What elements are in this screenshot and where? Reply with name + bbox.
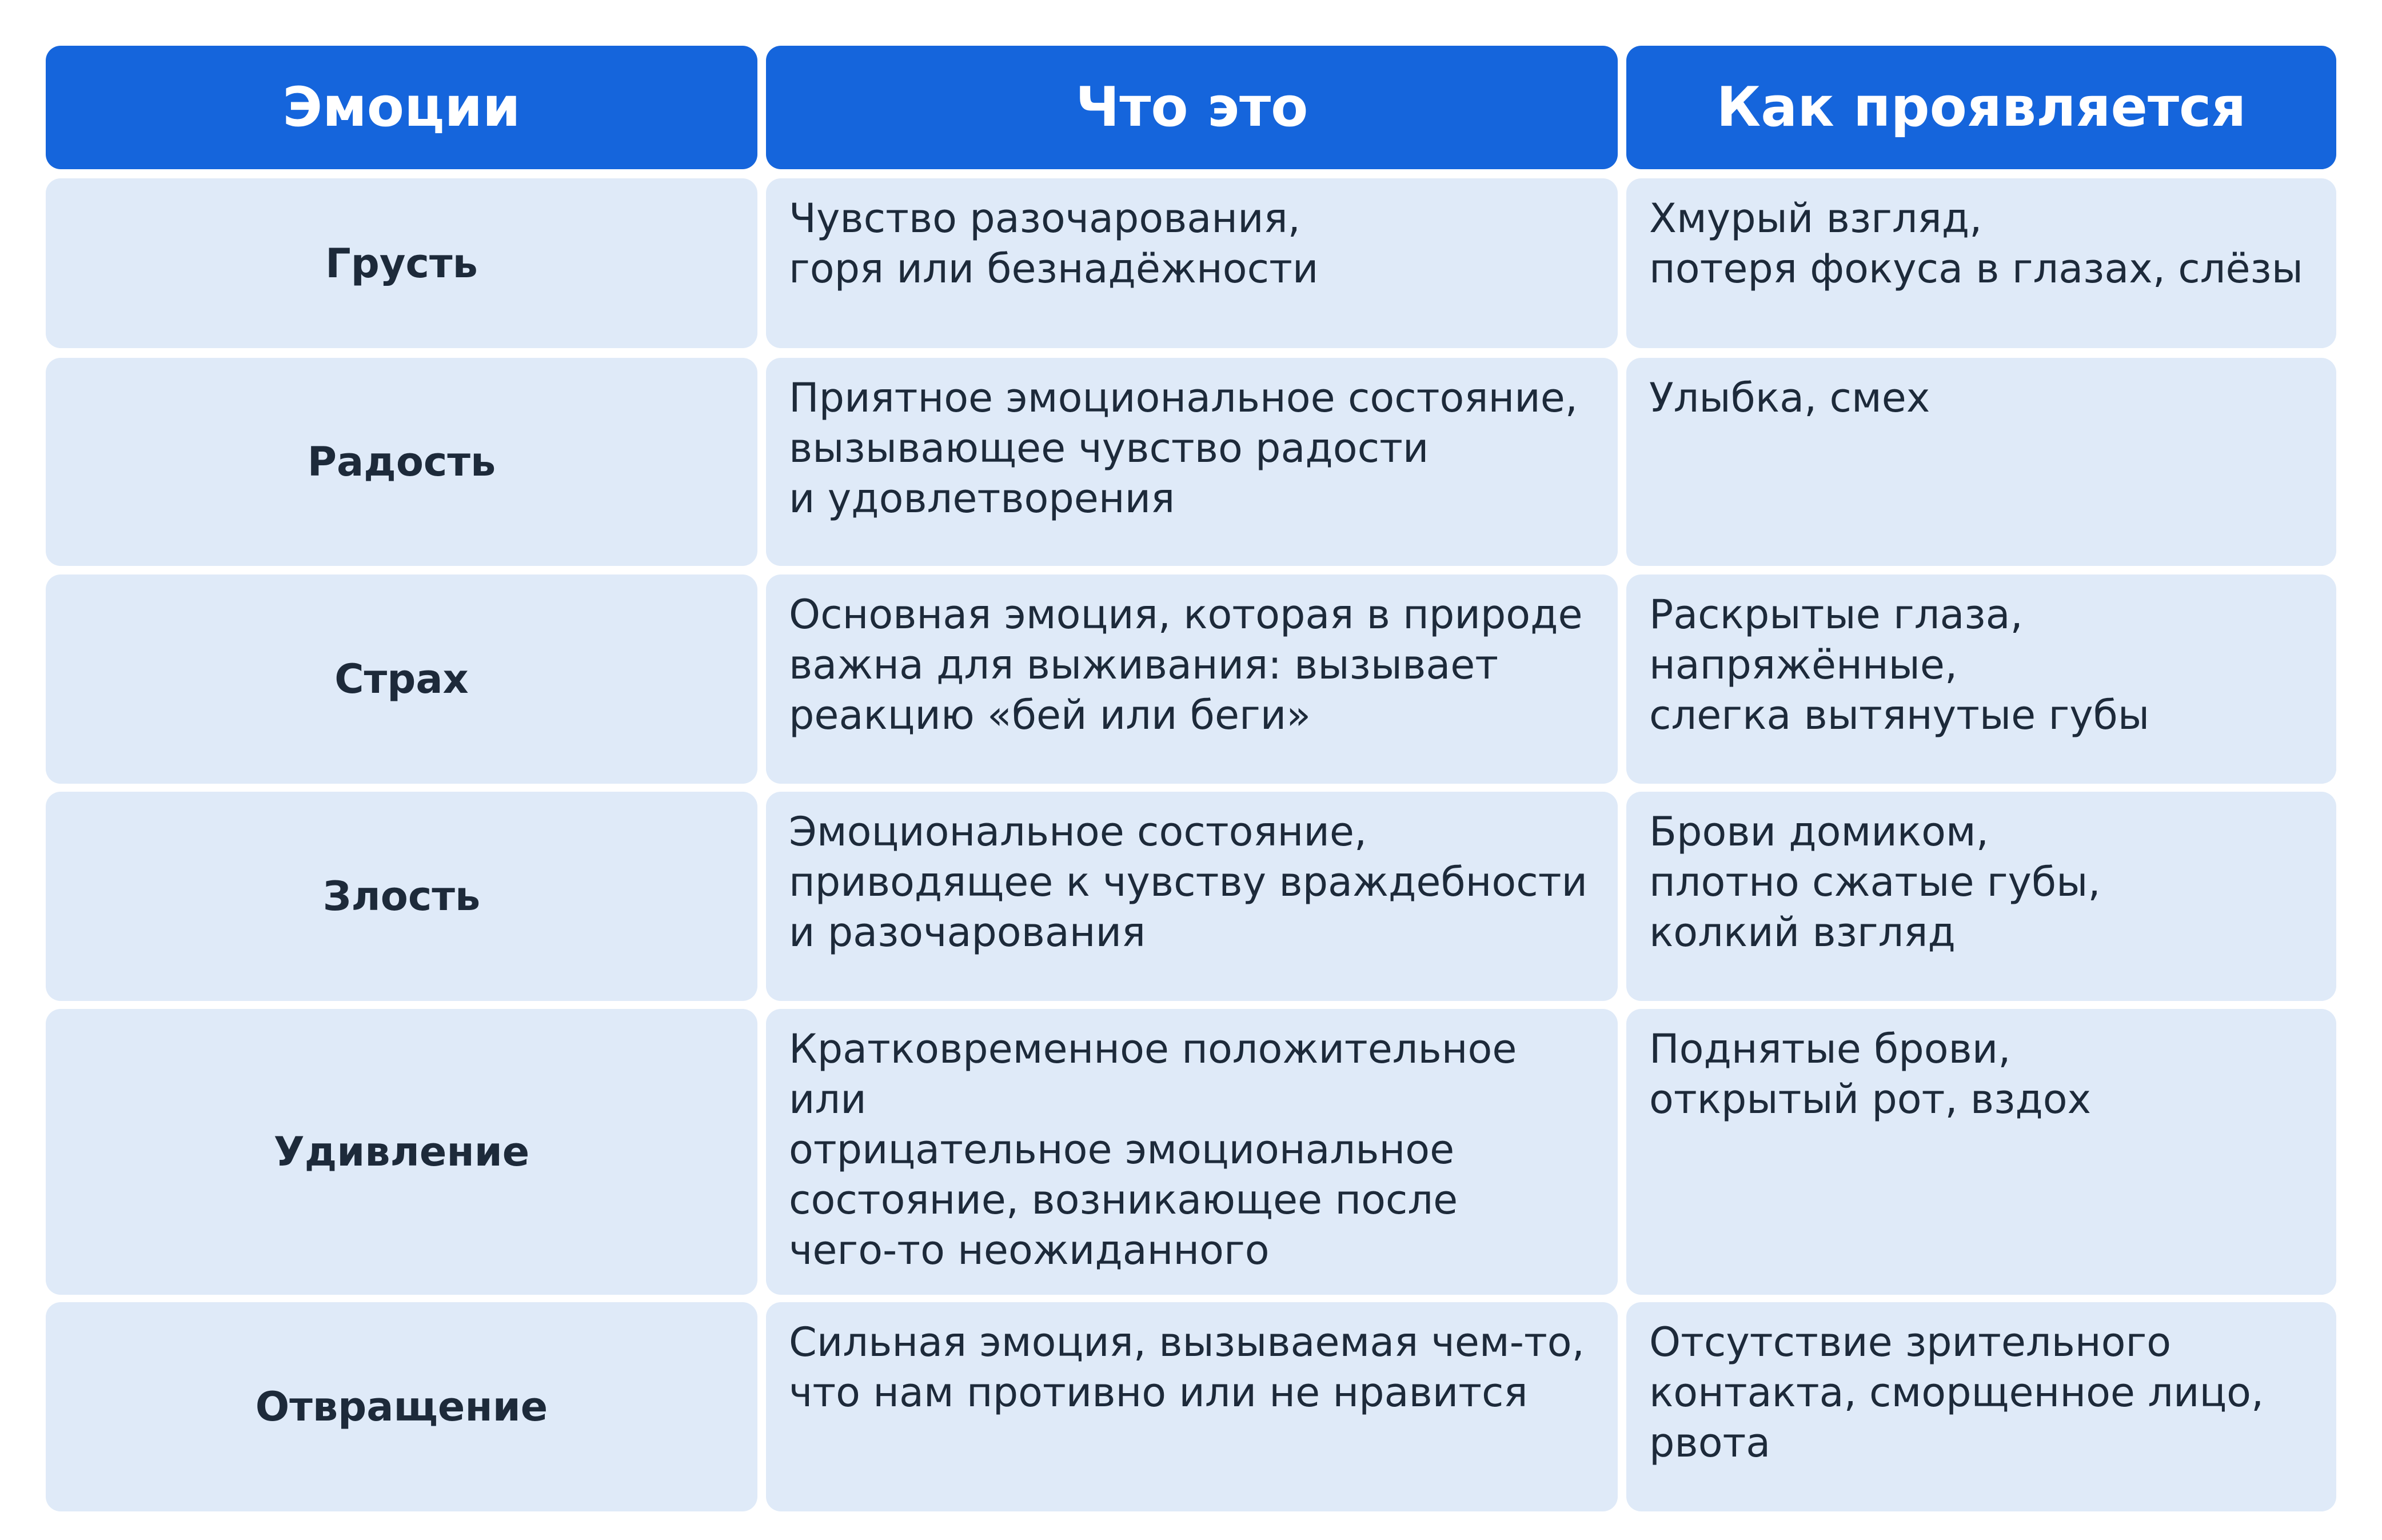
table-row — [46, 178, 2336, 348]
emotion-description: Чувство разочарования, горя или безнадёжности — [766, 178, 1618, 348]
emotions-table — [46, 46, 2336, 1466]
header-emotions: Эмоции — [46, 46, 757, 169]
emotion-name: Грусть — [46, 178, 757, 348]
emotion-manifestation: Хмурый взгляд, потеря фокуса в глазах, слёзы — [1626, 178, 2336, 348]
emotion-name: Радость — [46, 358, 757, 566]
table-row — [46, 1302, 2336, 1511]
emotion-manifestation: Раскрытые глаза, напряжённые, слегка вытянутые губы — [1626, 574, 2336, 784]
emotion-manifestation: Улыбка, смех — [1626, 358, 2336, 566]
emotion-manifestation: Поднятые брови, открытый рот, вздох — [1626, 1009, 2336, 1295]
emotion-description: Кратковременное положительное или отрицательное эмоциональное состояние, возникающее после чего-то неожиданного — [766, 1009, 1618, 1295]
emotion-description: Приятное эмоциональное состояние, вызывающее чувство радости и удовлетворения — [766, 358, 1618, 566]
header-what-it-is: Что это — [766, 46, 1618, 169]
emotion-name: Удивление — [46, 1009, 757, 1295]
emotion-manifestation: Брови домиком, плотно сжатые губы, колкий взгляд — [1626, 792, 2336, 1001]
emotion-name: Страх — [46, 574, 757, 784]
emotion-name: Отвращение — [46, 1302, 757, 1511]
emotion-description: Основная эмоция, которая в природе важна для выживания: вызывает реакцию «бей или беги» — [766, 574, 1618, 784]
emotion-description: Эмоциональное состояние, приводящее к чувству враждебности и разочарования — [766, 792, 1618, 1001]
table-row — [46, 1009, 2336, 1295]
emotion-description: Сильная эмоция, вызываемая чем-то, что нам противно или не нравится — [766, 1302, 1618, 1511]
table-header-row — [46, 46, 2336, 169]
table-row — [46, 358, 2336, 566]
emotion-manifestation: Отсутствие зрительного контакта, сморщенное лицо, рвота — [1626, 1302, 2336, 1511]
table-row — [46, 574, 2336, 784]
emotion-name: Злость — [46, 792, 757, 1001]
table-row — [46, 792, 2336, 1001]
header-how-it-shows: Как проявляется — [1626, 46, 2336, 169]
